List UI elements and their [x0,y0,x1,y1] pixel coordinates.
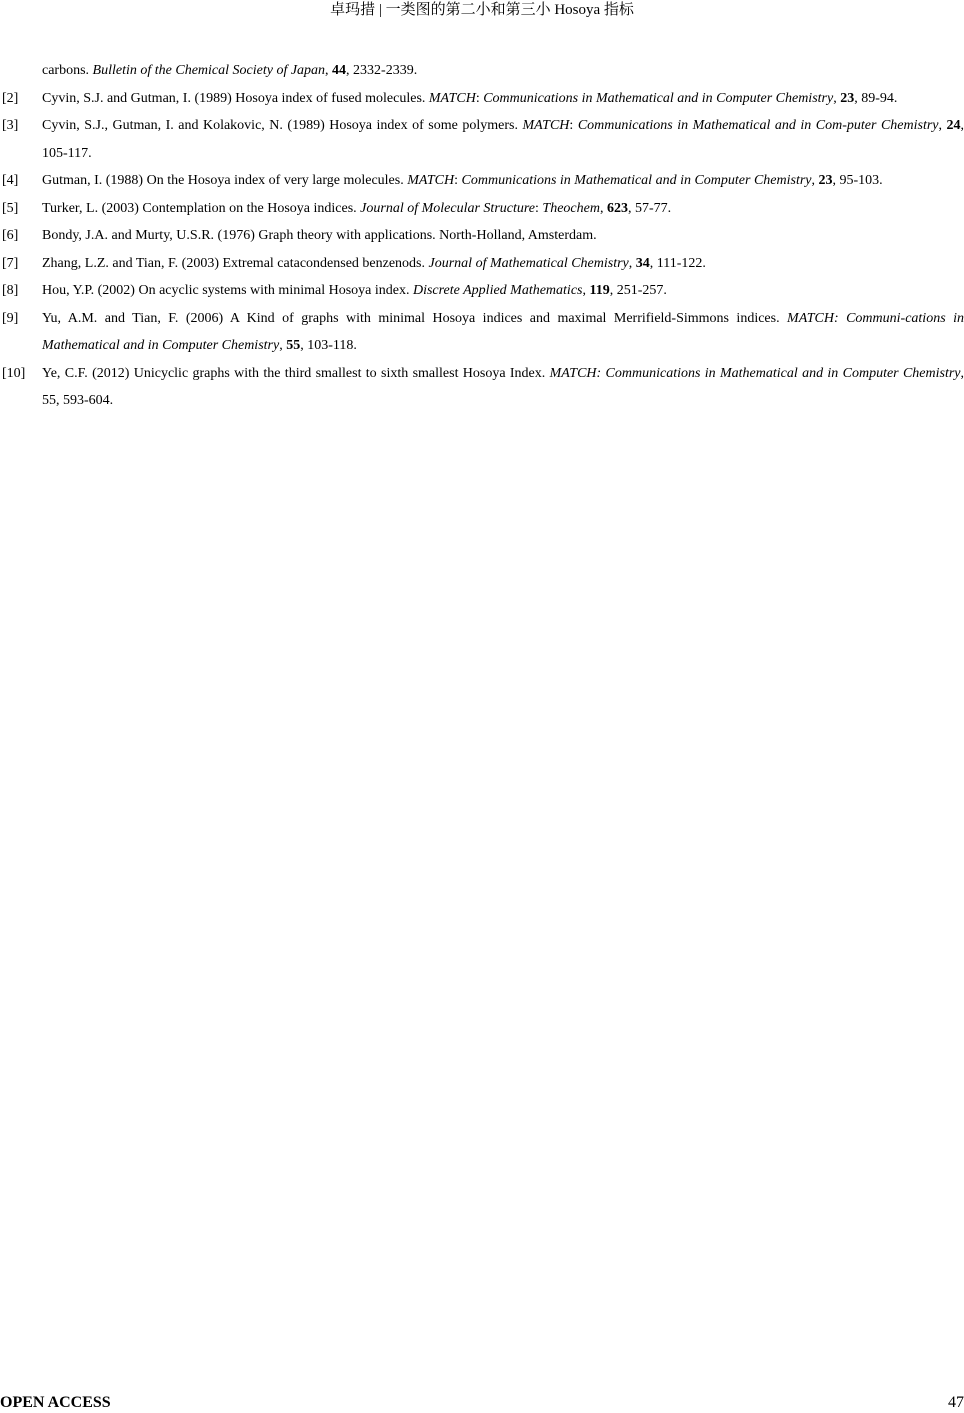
reference-plain-text: , [628,255,636,271]
reference-plain-text: : [475,90,484,106]
reference-italic-text: MATCH [522,118,570,133]
reference-number: [4] [2,173,19,188]
reference-number: [5] [2,200,19,216]
reference-volume: 23 [818,173,833,188]
reference-plain-text: Zhang, L.Z. and Tian, F. (2003) Extremal catacondensed benzenods. [42,255,429,271]
reference-plain-text: Bondy, J.A. and Murty, U.S.R. (1976) Graph theory with applications. North-Holland, Amsterdam. [42,228,597,243]
reference-italic-text: Theochem [542,200,600,216]
reference-item [0,277,964,305]
reference-number: [9] [2,310,19,326]
reference-italic-text: Journal of Molecular Structure [360,200,536,216]
reference-plain-text: carbons. [42,63,93,78]
reference-number: [3] [2,118,19,133]
reference-plain-text: Ye, C.F. (2012) Unicyclic graphs with the third smallest to sixth smallest Hosoya Index. [42,365,550,381]
reference-plain-text: , [279,338,287,353]
reference-text [42,57,964,85]
reference-plain-text: : [569,118,578,133]
reference-italic-text: MATCH: Communications in Mathematical and in Computer Chemistry [549,365,961,381]
reference-italic-text: Communications in Mathematical and in Computer Chemistry [461,173,812,188]
reference-italic-text: Communications in Mathematical and in Com-puter Chemistry [577,118,939,133]
reference-item [0,167,964,195]
reference-number: [7] [2,255,19,271]
reference-plain-text: , 55, 593-604. [42,365,964,408]
reference-text [42,167,964,195]
reference-plain-text: , [599,200,607,216]
reference-item [0,250,964,278]
reference-plain-text: , 57-77. [627,200,672,216]
footer-journal-label: OPEN ACCESS [0,1394,111,1411]
reference-item [0,360,964,415]
reference-plain-text: , [938,118,947,133]
reference-text [42,195,964,223]
running-head: 卓玛措 | 一类图的第二小和第三小 Hosoya 指标 [330,2,634,18]
reference-volume: 23 [840,90,855,106]
reference-item [0,305,964,360]
reference-number: [2] [2,90,19,106]
reference-volume: 623 [606,200,628,216]
reference-volume: 34 [635,255,650,271]
reference-plain-text: Cyvin, S.J., Gutman, I. and Kolakovic, N. (1989) Hosoya index of some polymers. [42,118,523,133]
reference-volume: 24 [946,118,961,133]
reference-text [42,250,964,278]
reference-text [42,305,964,360]
page-footer [0,1393,964,1413]
reference-plain-text: , 95-103. [832,173,883,188]
reference-italic-text: Bulletin of the Chemical Society of Japan [92,63,326,78]
reference-plain-text: , 2332-2339. [346,63,418,78]
reference-italic-text: MATCH: Communi-cations in Mathematical and in Computer Chemistry [42,310,964,353]
reference-plain-text: , 103-118. [300,338,357,353]
reference-volume: 119 [589,283,610,298]
reference-plain-text: Cyvin, S.J. and Gutman, I. (1989) Hosoya index of fused molecules. [42,90,429,106]
reference-plain-text: , [833,90,841,106]
reference-number: [8] [2,283,19,298]
reference-text [42,360,964,415]
reference-plain-text: , [582,283,590,298]
reference-volume: 44 [332,63,347,78]
reference-number [0,57,42,85]
reference-text [42,222,964,250]
reference-list [0,57,964,415]
reference-plain-text: : [454,173,462,188]
reference-volume: 55 [286,338,301,353]
reference-text [42,277,964,305]
reference-item [0,85,964,113]
reference-plain-text: , 111-122. [649,255,706,271]
reference-plain-text: Gutman, I. (1988) On the Hosoya index of very large molecules. [42,173,408,188]
reference-italic-text: Communications in Mathematical and in Computer Chemistry [483,90,834,106]
reference-plain-text: , 105-117. [42,118,964,161]
reference-number: [10] [2,365,26,381]
reference-item [0,57,964,85]
reference-text [42,85,964,113]
reference-plain-text: , [811,173,819,188]
reference-plain-text: : [535,200,543,216]
reference-item [0,195,964,223]
reference-item [0,112,964,167]
reference-plain-text: , 89-94. [854,90,898,106]
page-number: 47 [948,1394,964,1411]
reference-italic-text: MATCH [428,90,476,106]
reference-plain-text: , [325,63,333,78]
reference-plain-text: Hou, Y.P. (2002) On acyclic systems with minimal Hosoya index. [42,283,413,298]
reference-plain-text: Turker, L. (2003) Contemplation on the Hosoya indices. [42,200,361,216]
reference-plain-text: , 251-257. [609,283,667,298]
reference-italic-text: Discrete Applied Mathematics [412,283,583,298]
reference-plain-text: Yu, A.M. and Tian, F. (2006) A Kind of graphs with minimal Hosoya indices and maximal Merrifield-Simmons indices. [42,310,788,326]
reference-text [42,112,964,167]
reference-italic-text: MATCH [407,173,455,188]
reference-item [0,222,964,250]
reference-italic-text: Journal of Mathematical Chemistry [428,255,629,271]
reference-number: [6] [2,228,19,243]
